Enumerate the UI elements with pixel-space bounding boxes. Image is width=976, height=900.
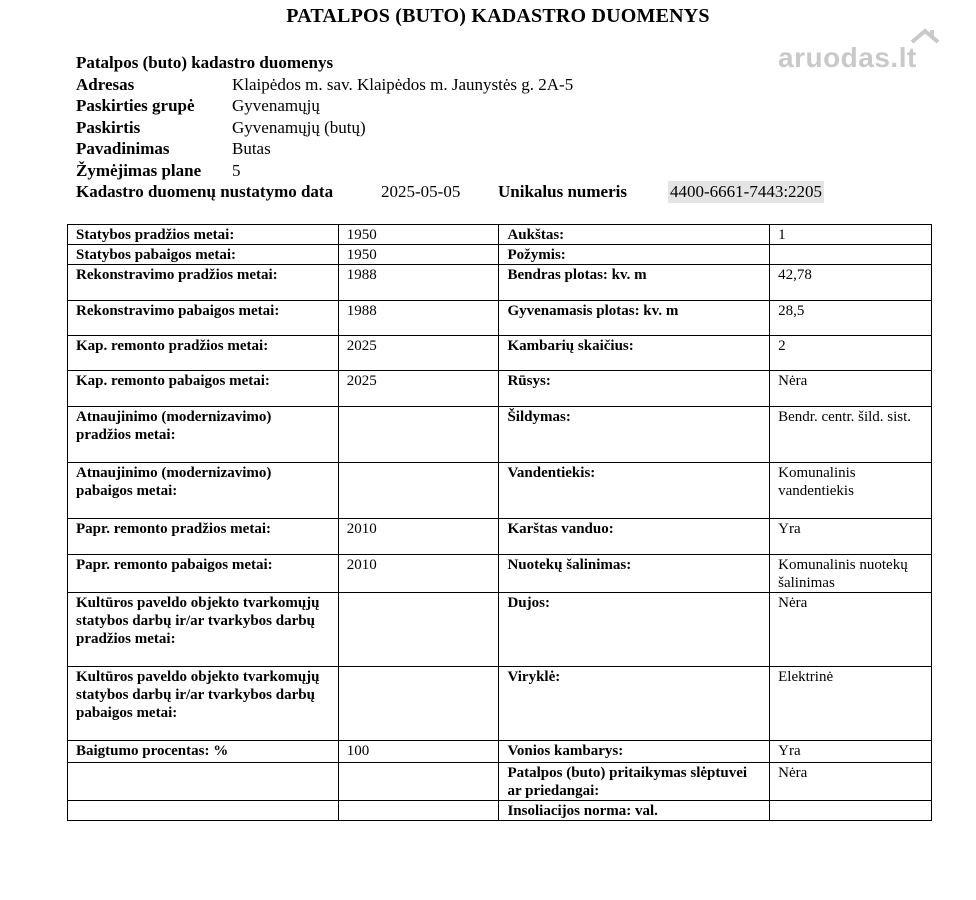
row-value-right: Yra bbox=[770, 519, 932, 555]
row-label-right: Rūsys: bbox=[499, 371, 770, 407]
logo-text: aruodas.lt bbox=[778, 42, 917, 73]
house-roof-icon bbox=[910, 28, 940, 50]
date-value: 2025-05-05 bbox=[381, 182, 461, 201]
row-value-right bbox=[770, 245, 932, 265]
row-label-right: Viryklė: bbox=[499, 667, 770, 741]
row-label-left bbox=[68, 763, 339, 801]
row-label-right: Bendras plotas: kv. m bbox=[499, 265, 770, 301]
info-value: Gyvenamųjų (butų) bbox=[232, 117, 366, 137]
row-label-right: Patalpos (buto) pritaikymas slėptuvei ar priedangai: bbox=[499, 763, 770, 801]
table-row bbox=[68, 463, 932, 519]
row-label-right: Karštas vanduo: bbox=[499, 519, 770, 555]
row-label-right: Vandentiekis: bbox=[499, 463, 770, 519]
row-value-right: Komunalinis nuotekų šalinimas bbox=[770, 555, 932, 593]
row-value-left: 1988 bbox=[338, 265, 499, 301]
table-row bbox=[68, 265, 932, 301]
row-label-left: Kultūros paveldo objekto tvarkomųjų statybos darbų ir/ar tvarkybos darbų pabaigos metai: bbox=[68, 667, 339, 741]
info-label: Žymėjimas plane bbox=[76, 160, 202, 180]
row-label-right: Požymis: bbox=[499, 245, 770, 265]
table-row bbox=[68, 245, 932, 265]
table-row bbox=[68, 301, 932, 336]
row-value-left: 1988 bbox=[338, 301, 499, 336]
info-label: Paskirtis bbox=[76, 117, 141, 137]
row-label-left: Kultūros paveldo objekto tvarkomųjų statybos darbų ir/ar tvarkybos darbų pradžios metai: bbox=[68, 593, 339, 667]
row-label-right: Nuotekų šalinimas: bbox=[499, 555, 770, 593]
row-value-right: Bendr. centr. šild. sist. bbox=[770, 407, 932, 463]
table-row bbox=[68, 371, 932, 407]
row-value-right: 1 bbox=[770, 225, 932, 245]
table-row bbox=[68, 336, 932, 371]
row-value-right: Nėra bbox=[770, 371, 932, 407]
row-value-left bbox=[338, 463, 499, 519]
info-header: Patalpos (buto) kadastro duomenys bbox=[76, 53, 334, 72]
row-value-right: Nėra bbox=[770, 763, 932, 801]
table-row bbox=[68, 667, 932, 741]
row-value-left bbox=[338, 801, 499, 821]
row-label-right: Insoliacijos norma: val. bbox=[499, 801, 770, 821]
row-label-right: Kambarių skaičius: bbox=[499, 336, 770, 371]
row-value-left bbox=[338, 593, 499, 667]
row-value-left: 1950 bbox=[338, 225, 499, 245]
info-value: 5 bbox=[232, 160, 241, 180]
row-label-left: Atnaujinimo (modernizavimo) pabaigos metai: bbox=[68, 463, 339, 519]
row-value-left bbox=[338, 407, 499, 463]
unique-number-label: Unikalus numeris bbox=[498, 182, 627, 201]
date-label: Kadastro duomenų nustatymo data bbox=[76, 182, 334, 201]
row-label-left: Rekonstravimo pradžios metai: bbox=[68, 265, 339, 301]
document-title: PATALPOS (BUTO) KADASTRO DUOMENYS bbox=[286, 5, 710, 27]
table-row bbox=[68, 741, 932, 763]
row-label-left: Statybos pradžios metai: bbox=[68, 225, 339, 245]
row-value-right: Komunalinis vandentiekis bbox=[770, 463, 932, 519]
info-value: Butas bbox=[232, 139, 271, 158]
info-value: Gyvenamųjų bbox=[232, 96, 320, 115]
table-row bbox=[68, 555, 932, 593]
row-label-right: Vonios kambarys: bbox=[499, 741, 770, 763]
row-label-right: Dujos: bbox=[499, 593, 770, 667]
row-value-left: 2025 bbox=[338, 371, 499, 407]
row-value-right: 28,5 bbox=[770, 301, 932, 336]
row-value-left: 2010 bbox=[338, 555, 499, 593]
info-label: Pavadinimas bbox=[76, 139, 170, 158]
row-value-left bbox=[338, 667, 499, 741]
row-value-left: 2025 bbox=[338, 336, 499, 371]
cadastre-table-body bbox=[68, 225, 932, 821]
row-label-right: Aukštas: bbox=[499, 225, 770, 245]
row-label-left: Papr. remonto pabaigos metai: bbox=[68, 555, 339, 593]
row-value-left bbox=[338, 763, 499, 801]
row-label-left: Rekonstravimo pabaigos metai: bbox=[68, 301, 339, 336]
table-row bbox=[68, 225, 932, 245]
row-value-right: Elektrinė bbox=[770, 667, 932, 741]
unique-number-value: 4400-6661-7443:2205 bbox=[670, 182, 823, 201]
row-value-right: Yra bbox=[770, 741, 932, 763]
table-row bbox=[68, 763, 932, 801]
row-value-right bbox=[770, 801, 932, 821]
info-value: Klaipėdos m. sav. Klaipėdos m. Jaunystės g. 2A-5 bbox=[232, 74, 574, 94]
row-label-left: Papr. remonto pradžios metai: bbox=[68, 519, 339, 555]
row-label-right: Šildymas: bbox=[499, 407, 770, 463]
row-value-right: 2 bbox=[770, 336, 932, 371]
table-row bbox=[68, 519, 932, 555]
row-label-left: Statybos pabaigos metai: bbox=[68, 245, 339, 265]
row-value-right: Nėra bbox=[770, 593, 932, 667]
row-value-left: 1950 bbox=[338, 245, 499, 265]
row-value-left: 2010 bbox=[338, 519, 499, 555]
row-label-left: Atnaujinimo (modernizavimo) pradžios metai: bbox=[68, 407, 339, 463]
info-label: Adresas bbox=[76, 74, 135, 94]
row-value-left: 100 bbox=[338, 741, 499, 763]
row-label-left bbox=[68, 801, 339, 821]
row-value-right: 42,78 bbox=[770, 265, 932, 301]
aruodas-logo bbox=[778, 42, 917, 74]
row-label-right: Gyvenamasis plotas: kv. m bbox=[499, 301, 770, 336]
row-label-left: Baigtumo procentas: % bbox=[68, 741, 339, 763]
row-label-left: Kap. remonto pradžios metai: bbox=[68, 336, 339, 371]
table-row bbox=[68, 407, 932, 463]
table-row bbox=[68, 801, 932, 821]
table-row bbox=[68, 593, 932, 667]
row-label-left: Kap. remonto pabaigos metai: bbox=[68, 371, 339, 407]
cadastre-table bbox=[67, 224, 932, 821]
info-label: Paskirties grupė bbox=[76, 96, 195, 115]
